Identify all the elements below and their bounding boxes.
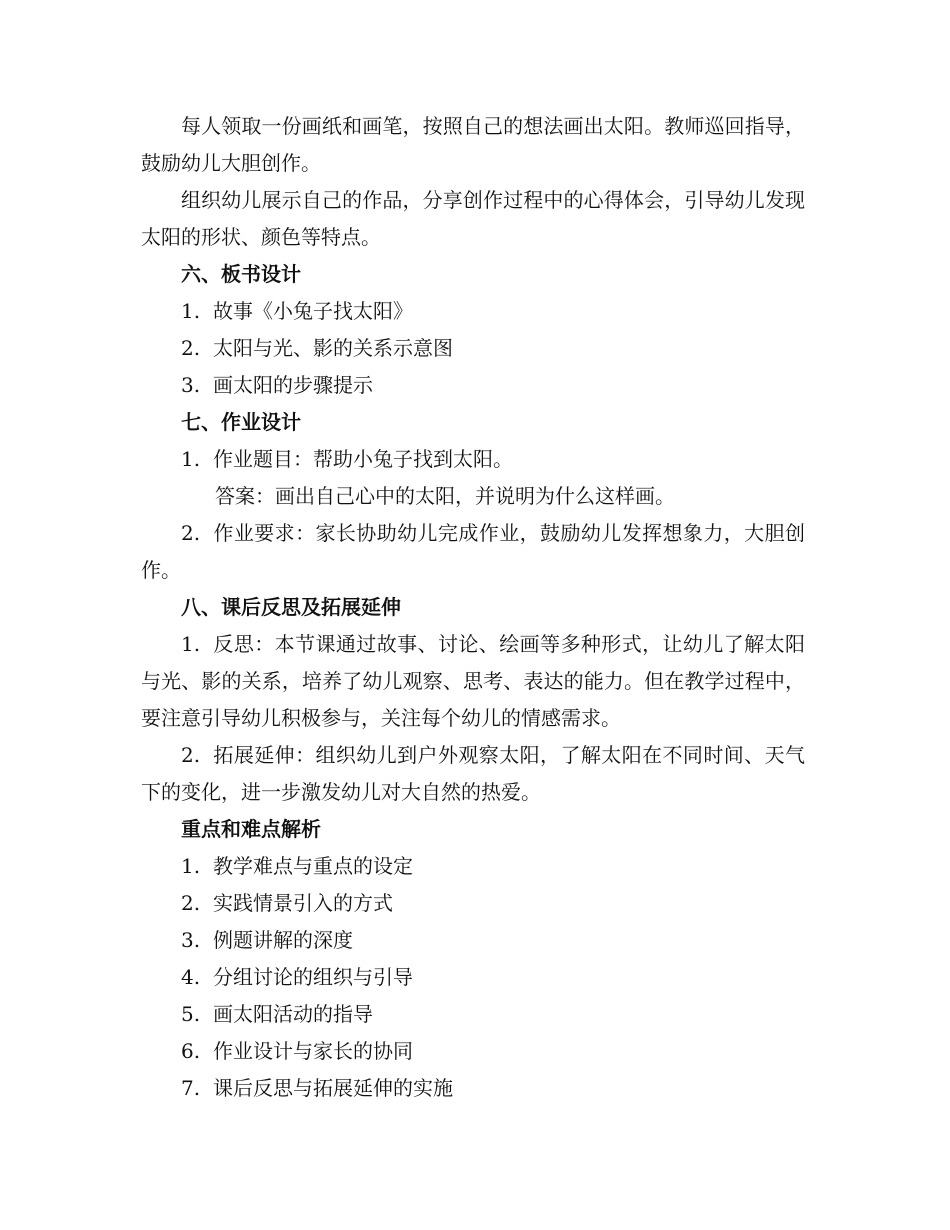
section-6-item [141,293,805,330]
item-number: 2. [181,743,201,767]
section-7-item [141,515,805,589]
intro-paragraph-1: 每人领取一份画纸和画笔，按照自己的想法画出太阳。教师巡回指导，鼓励幼儿大胆创作。 [141,114,805,175]
item-text: 课后反思与拓展延伸的实施 [213,1076,453,1100]
item-text: 太阳与光、影的关系示意图 [213,336,453,360]
section-7-item [141,441,805,478]
section-6-item [141,330,805,367]
item-text: 故事《小兔子找太阳》 [213,299,413,323]
item-text: 作业设计与家长的协同 [213,1039,413,1063]
section-7-heading: 七、作业设计 [181,410,301,434]
analysis-item [141,1033,805,1070]
analysis-item [141,959,805,996]
item-text: 教学难点与重点的设定 [213,854,413,878]
item-text: 作业要求：家长协助幼儿完成作业，鼓励幼儿发挥想象力，大胆创作。 [141,521,805,582]
section-8-item [141,626,805,737]
item-number: 4. [181,965,201,989]
intro-paragraph-2: 组织幼儿展示自己的作品，分享创作过程中的心得体会，引导幼儿发现太阳的形状、颜色等特点。 [141,188,805,249]
item-text: 画太阳活动的指导 [213,1002,373,1026]
section-7-answer: 答案：画出自己心中的太阳，并说明为什么这样画。 [215,484,675,508]
analysis-item [141,848,805,885]
item-text: 反思：本节课通过故事、讨论、绘画等多种形式，让幼儿了解太阳与光、影的关系，培养了幼儿观察、思考、表达的能力。但在教学过程中，要注意引导幼儿积极参与，关注每个幼儿的情感需求。 [141,632,805,730]
item-text: 作业题目：帮助小兔子找到太阳。 [213,447,513,471]
item-number: 1. [181,632,201,656]
analysis-item [141,885,805,922]
document-page [141,108,805,1107]
item-number: 2. [181,891,201,915]
item-number: 3. [181,373,201,397]
item-number: 2. [181,336,201,360]
analysis-item [141,1070,805,1107]
analysis-item [141,996,805,1033]
item-text: 例题讲解的深度 [213,928,353,952]
item-number: 1. [181,854,201,878]
item-text: 画太阳的步骤提示 [213,373,373,397]
item-number: 6. [181,1039,201,1063]
item-text: 拓展延伸：组织幼儿到户外观察太阳，了解太阳在不同时间、天气下的变化，进一步激发幼儿对大自然的热爱。 [141,743,805,804]
section-8-item [141,737,805,811]
item-number: 2. [181,521,201,545]
section-8-heading: 八、课后反思及拓展延伸 [181,595,401,619]
analysis-heading: 重点和难点解析 [181,817,321,841]
section-6-item [141,367,805,404]
analysis-item [141,922,805,959]
item-text: 分组讨论的组织与引导 [213,965,413,989]
item-number: 1. [181,299,201,323]
item-number: 5. [181,1002,201,1026]
item-number: 7. [181,1076,201,1100]
item-number: 1. [181,447,201,471]
section-6-heading: 六、板书设计 [181,262,301,286]
item-number: 3. [181,928,201,952]
item-text: 实践情景引入的方式 [213,891,393,915]
